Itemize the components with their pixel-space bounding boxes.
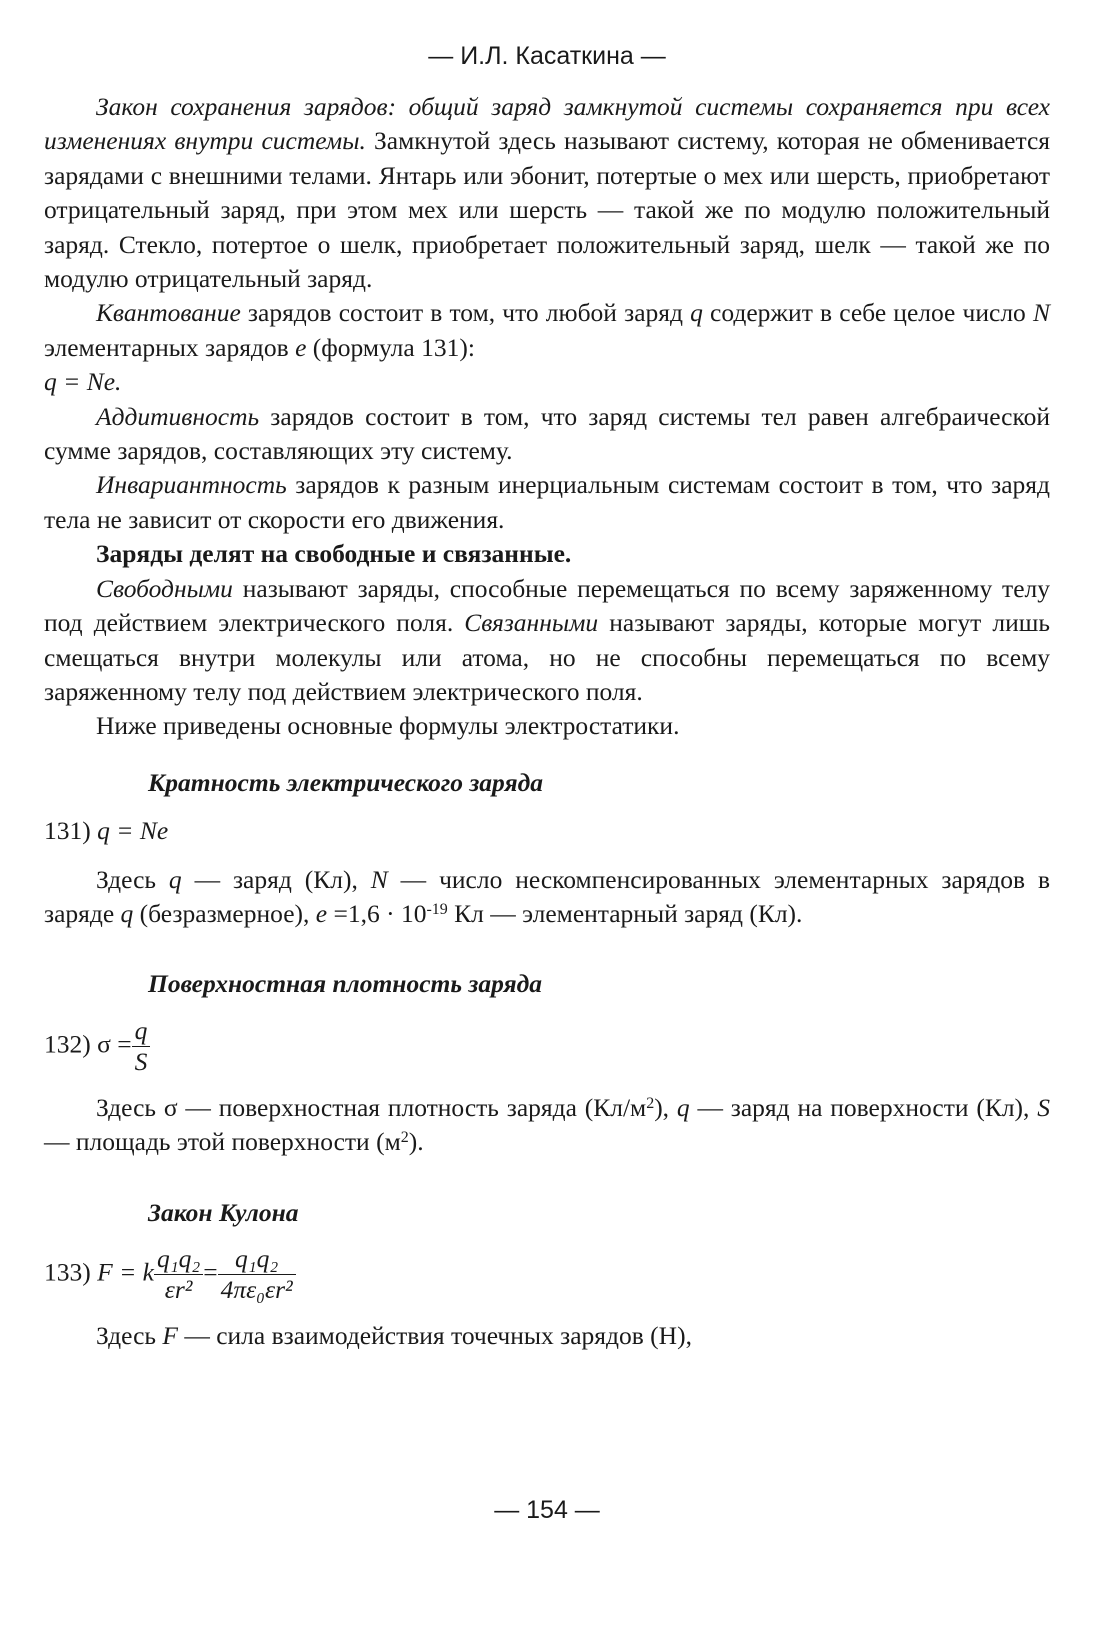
formula-q-ne: q = Ne.	[44, 367, 122, 397]
formula-lhs: F = k	[97, 1257, 154, 1287]
paragraph-131-desc	[44, 863, 1050, 932]
fraction-denominator: εr²	[164, 1274, 193, 1304]
text: называют заряды, которые могут лишь смещаться внутри молекулы или атома, но не способны перемещаться по всему заряженному телу под действием электрического поля.	[44, 608, 1051, 706]
free-term: Свободными	[96, 573, 233, 603]
fraction-numerator: q₁q₂	[154, 1244, 203, 1275]
paragraph-quantization	[44, 296, 1050, 365]
paragraph-invariance	[44, 468, 1050, 537]
text: ).	[408, 1127, 424, 1157]
text: называют заряды, способные перемещаться по всему заряженному телу под действием электрического поля.	[44, 573, 1050, 638]
text: содержит в себе целое число	[702, 298, 1033, 328]
text: =1,6 · 10	[327, 898, 427, 928]
paragraph-free-bound	[44, 572, 1050, 710]
fraction-1	[154, 1244, 203, 1305]
var-q: q	[690, 298, 703, 328]
formula-number: 131)	[44, 816, 98, 846]
fraction-numerator: q	[132, 1016, 151, 1047]
paragraph-132-desc	[44, 1091, 1050, 1160]
formula-132	[44, 1016, 1050, 1077]
equals-sign: =	[203, 1257, 218, 1287]
exponent: 2	[400, 1129, 409, 1147]
text: Здесь σ — поверхностная плотность заряда (Кл/м	[96, 1092, 647, 1122]
var-N: N	[370, 864, 388, 894]
text: — сила взаимодействия точечных зарядов (Н),	[177, 1320, 692, 1350]
text: зарядов к разным инерциальным системам состоит в том, что заряд тела не зависит от скорости его движения.	[44, 470, 1050, 534]
paragraph-intro-formulas: Ниже приведены основные формулы электростатики.	[96, 711, 680, 741]
text: (формула 131):	[306, 332, 475, 362]
text: (безразмерное),	[133, 898, 316, 928]
body-text	[44, 90, 1050, 1353]
text: — заряд (Кл),	[181, 864, 371, 894]
bound-term: Связанными	[464, 608, 599, 638]
text: зарядов состоит в том, что любой заряд	[240, 298, 691, 328]
fraction-denominator: 4πε₀εr²	[220, 1274, 293, 1304]
paragraph-charge-types: Заряды делят на свободные и связанные.	[96, 539, 572, 569]
text: Кл — элементарный заряд (Кл).	[447, 898, 803, 928]
paragraph-additivity	[44, 400, 1050, 469]
conservation-text: Замкнутой здесь называют систему, которая не обменивается зарядами с внешними телами. Янтарь или эбонит, потертые о мех или шерсть, приобретают отрицательный заряд, при этом мех или шерсть — такой же по модулю положительный заряд. Стекло, потертое о шелк, приобретает положительный заряд, шелк — такой же по модулю отрицательный заряд.	[44, 126, 1050, 294]
text: — площадь этой поверхности (м	[44, 1127, 401, 1157]
fraction	[132, 1016, 151, 1077]
formula-number: 133)	[44, 1257, 98, 1287]
conservation-law-term: Закон сохранения зарядов: общий заряд замкнутой системы сохраняется при всех изменениях внутри системы.	[44, 92, 1050, 156]
invariance-term: Инвариантность	[96, 470, 287, 500]
text: — число нескомпенсированных элементарных зарядов в заряде	[44, 864, 1050, 928]
var-e: e	[295, 332, 307, 362]
var-S: S	[1037, 1092, 1050, 1122]
formula-number: 132)	[44, 1029, 98, 1059]
running-header: — И.Л. Касаткина —	[428, 42, 666, 70]
var-q: q	[168, 864, 182, 894]
additivity-term: Аддитивность	[96, 401, 260, 431]
heading-surface-density: Поверхностная плотность заряда	[148, 969, 543, 999]
exponent: 2	[646, 1094, 655, 1112]
fraction-numerator: q₁q₂	[218, 1244, 296, 1275]
page-number: — 154 —	[494, 1496, 600, 1524]
exponent: -19	[426, 900, 448, 918]
quantization-term: Квантование	[96, 298, 241, 328]
text: ),	[654, 1092, 677, 1122]
formula-133	[44, 1244, 1050, 1305]
formula-lhs: σ =	[97, 1029, 132, 1059]
text: Здесь	[96, 864, 169, 894]
var-N: N	[1032, 298, 1050, 328]
heading-coulomb-law: Закон Кулона	[148, 1197, 299, 1227]
var-q: q	[120, 898, 134, 928]
text: Здесь	[96, 1320, 163, 1350]
paragraph-133-desc	[44, 1319, 1050, 1353]
fraction-2	[218, 1244, 296, 1305]
var-e: e	[315, 898, 328, 928]
paragraph-conservation	[44, 90, 1050, 296]
var-F: F	[162, 1320, 178, 1350]
fraction-denominator: S	[134, 1046, 148, 1076]
text: зарядов состоит в том, что заряд системы тел равен алгебраической сумме зарядов, составляющих эту систему.	[44, 401, 1050, 466]
text: — заряд на поверхности (Кл),	[689, 1092, 1038, 1122]
heading-charge-multiplicity: Кратность электрического заряда	[148, 767, 544, 797]
formula-131	[44, 814, 1050, 848]
text: элементарных зарядов	[44, 332, 296, 362]
formula-expression: q = Ne	[97, 816, 169, 846]
var-q: q	[676, 1092, 690, 1122]
